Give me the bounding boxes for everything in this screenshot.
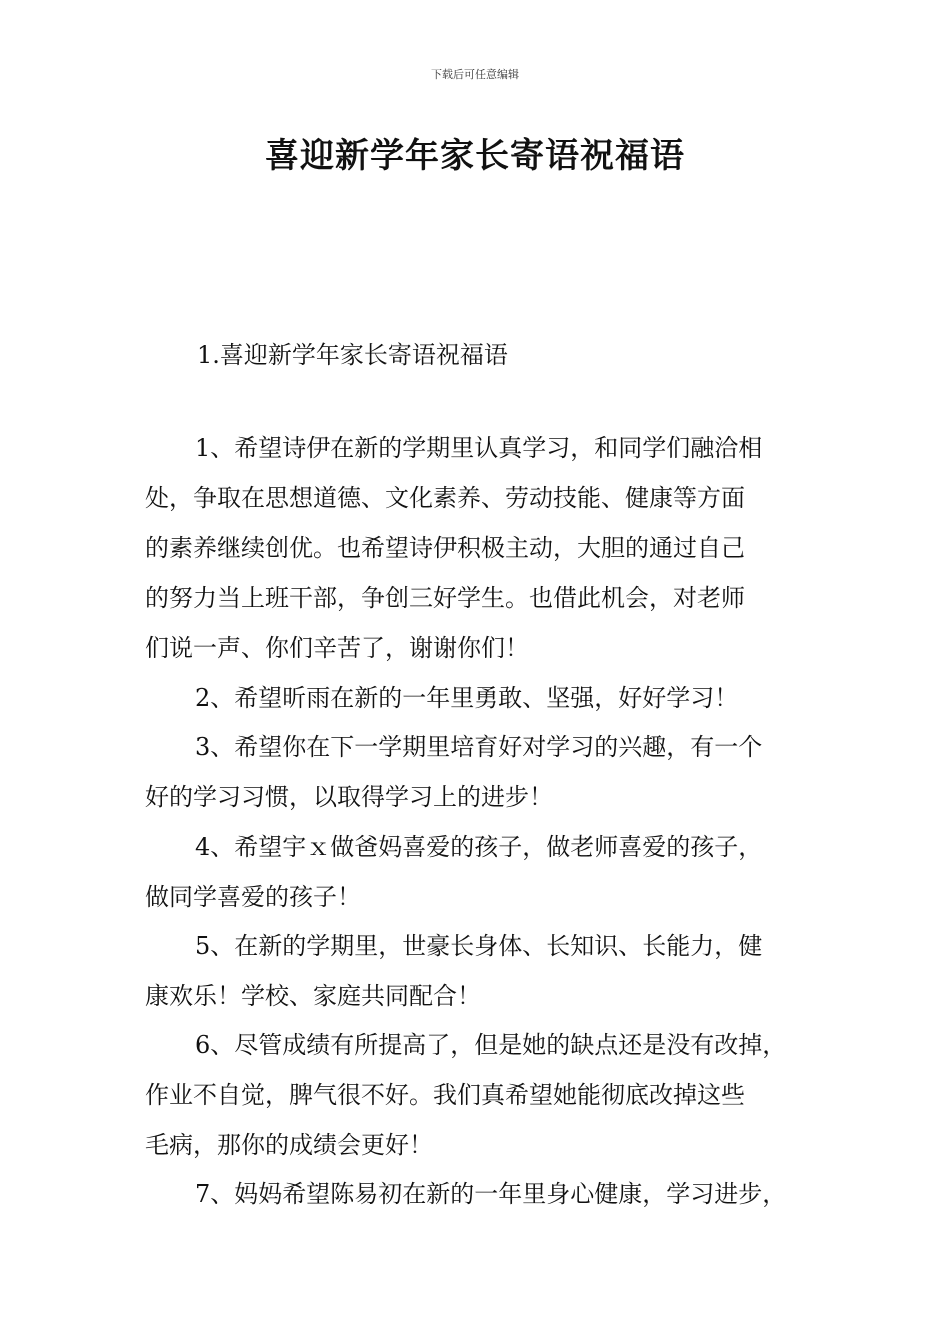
text-line: 2、希望昕雨在新的一年里勇敢、坚强，好好学习！ [195,684,739,712]
text-line: 作业不自觉，脾气很不好。我们真希望她能彻底改掉这些 [145,1081,745,1109]
section-heading: 1.喜迎新学年家长寄语祝福语 [197,341,508,369]
text-line: 5、在新的学期里，世豪长身体、长知识、长能力，健 [195,932,763,960]
page-header: 下载后可任意编辑 [431,68,519,81]
text-line: 做同学喜爱的孩子！ [145,883,361,911]
text-line: 4、希望宇ｘ做爸妈喜爱的孩子，做老师喜爱的孩子， [195,833,763,861]
text-line: 的努力当上班干部，争创三好学生。也借此机会，对老师 [145,584,745,612]
text-line: 毛病，那你的成绩会更好！ [145,1131,433,1159]
text-line: 的素养继续创优。也希望诗伊积极主动，大胆的通过自己 [145,534,745,562]
text-line: 7、妈妈希望陈易初在新的一年里身心健康，学习进步， [195,1180,787,1208]
text-line: 3、希望你在下一学期里培育好对学习的兴趣，有一个 [195,733,763,761]
text-line: 康欢乐！学校、家庭共同配合！ [145,982,481,1010]
text-line: 好的学习习惯，以取得学习上的进步！ [145,783,553,811]
text-line: 们说一声、你们辛苦了，谢谢你们！ [145,634,529,662]
text-line: 1、希望诗伊在新的学期里认真学习，和同学们融洽相 [195,434,763,462]
text-line: 处，争取在思想道德、文化素养、劳动技能、健康等方面 [145,484,745,512]
document-title: 喜迎新学年家长寄语祝福语 [265,136,685,176]
text-line: 6、尽管成绩有所提高了，但是她的缺点还是没有改掉， [195,1031,787,1059]
